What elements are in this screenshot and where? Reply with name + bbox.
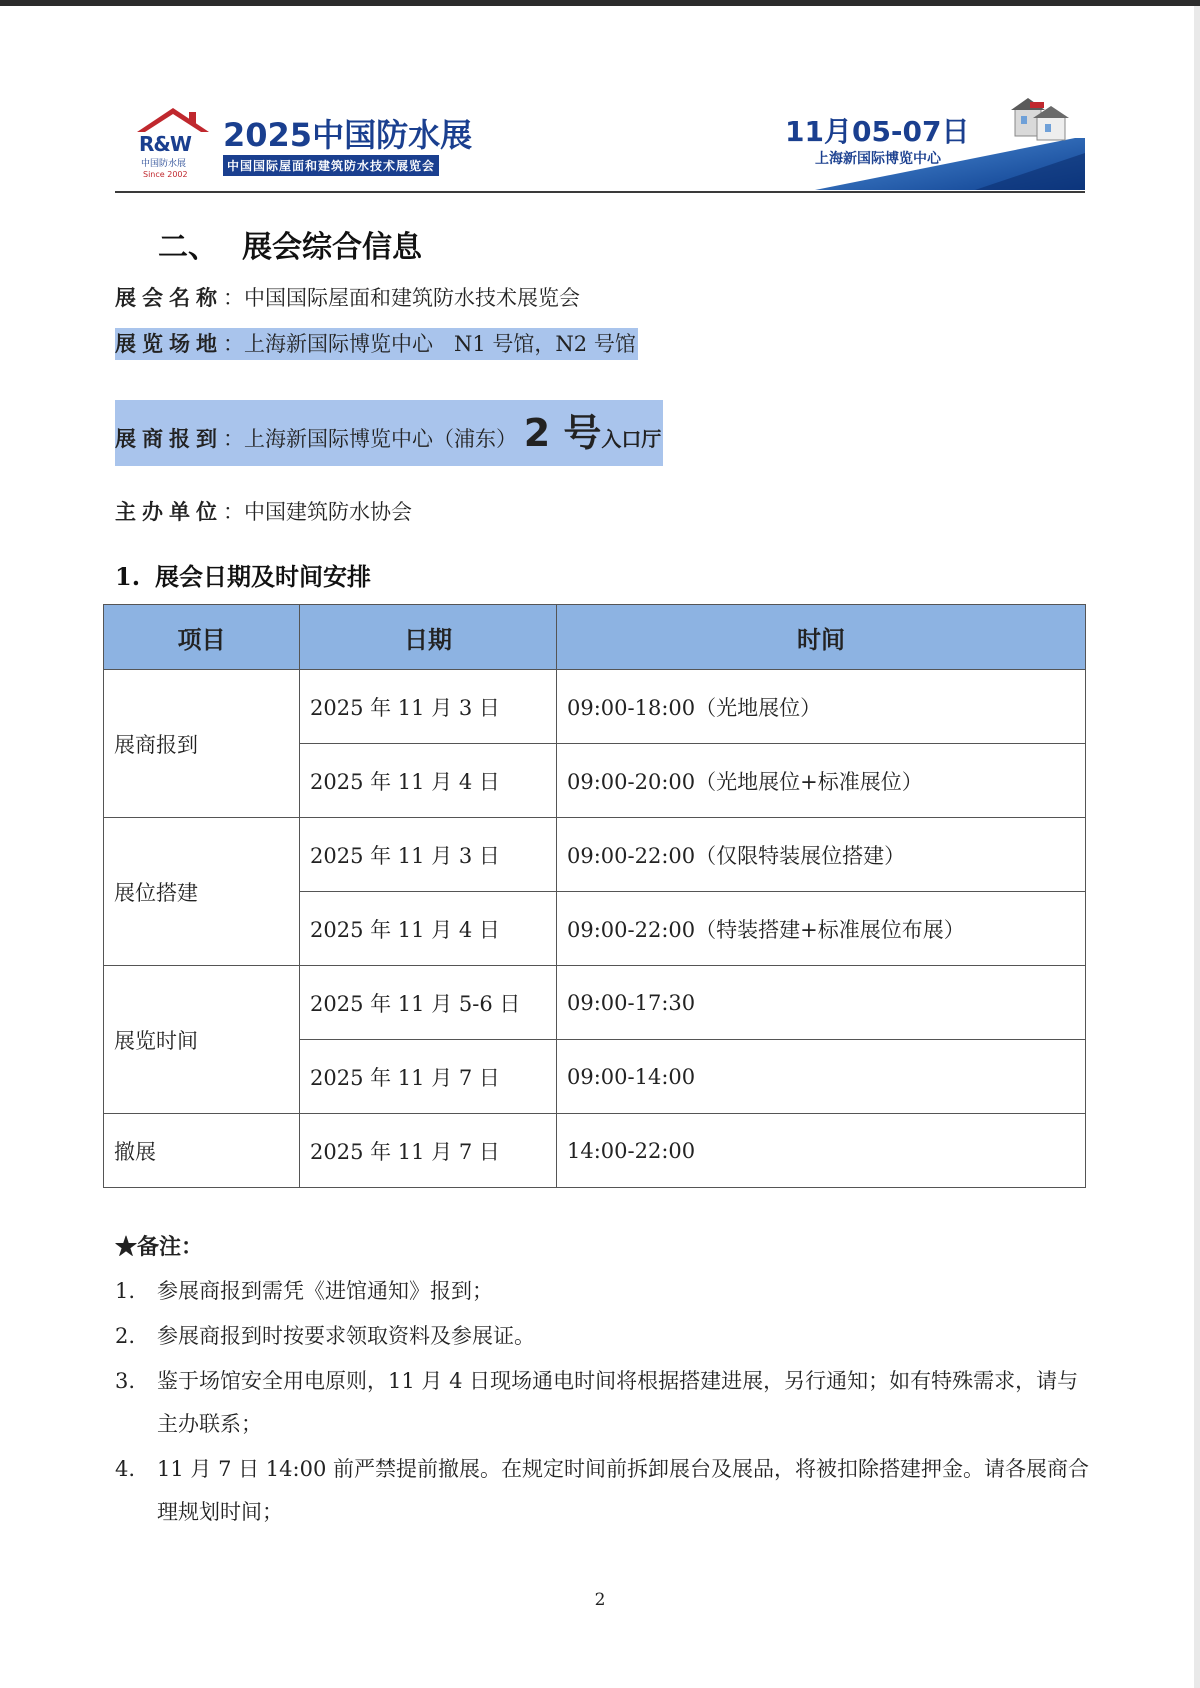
schedule-table bbox=[103, 604, 1086, 1188]
date-cell: 2025 年 11 月 7 日 bbox=[300, 1114, 557, 1188]
window-top-bar bbox=[0, 0, 1200, 6]
info-label: 展会名称 bbox=[115, 285, 223, 310]
column-header-time: 时间 bbox=[557, 605, 1086, 670]
info-venue: 展览场地：上海新国际博览中心 N1 号馆，N2 号馆 bbox=[115, 328, 638, 360]
item-cell: 撤展 bbox=[104, 1114, 300, 1188]
note-item bbox=[115, 1315, 1090, 1358]
logo-since: Since 2002 bbox=[143, 170, 188, 179]
page-number: 2 bbox=[594, 1590, 606, 1610]
time-cell: 09:00-22:00（特装搭建+标准展位布展） bbox=[557, 892, 1086, 966]
info-label: 主办单位 bbox=[115, 499, 223, 524]
schedule-title: 展会日期及时间安排 bbox=[155, 562, 371, 591]
column-header-date: 日期 bbox=[300, 605, 557, 670]
date-cell: 2025 年 11 月 3 日 bbox=[300, 670, 557, 744]
scroll-edge bbox=[1194, 6, 1200, 1688]
note-text: 11 月 7 日 14:00 前严禁提前撤展。在规定时间前拆卸展台及展品，将被扣除搭建押金。请各展商合理规划时间； bbox=[157, 1457, 1089, 1524]
info-value: 上海新国际博览中心 N1 号馆，N2 号馆 bbox=[244, 332, 636, 356]
time-cell: 09:00-14:00 bbox=[557, 1040, 1086, 1114]
note-number: 2. bbox=[115, 1324, 136, 1348]
table-row bbox=[104, 818, 1086, 892]
section-heading bbox=[158, 222, 422, 266]
time-cell: 14:00-22:00 bbox=[557, 1114, 1086, 1188]
info-label: 展商报到 bbox=[115, 426, 223, 451]
note-item bbox=[115, 1270, 1090, 1313]
time-cell: 09:00-18:00（光地展位） bbox=[557, 670, 1086, 744]
schedule-number: 1. bbox=[115, 562, 141, 591]
expo-venue: 上海新国际博览中心 bbox=[815, 151, 941, 167]
info-expo-name: 展会名称：中国国际屋面和建筑防水技术展览会 bbox=[115, 285, 580, 310]
notes-title: ★备注： bbox=[115, 1234, 204, 1260]
item-cell: 展商报到 bbox=[104, 670, 300, 818]
table-row bbox=[104, 1114, 1086, 1188]
note-text: 参展商报到需凭《进馆通知》报到； bbox=[157, 1279, 493, 1303]
info-value: 中国建筑防水协会 bbox=[244, 500, 412, 524]
column-header-item: 项目 bbox=[104, 605, 300, 670]
item-cell: 展览时间 bbox=[104, 966, 300, 1114]
table-row bbox=[104, 670, 1086, 744]
entrance-label: 入口厅 bbox=[601, 427, 662, 451]
time-cell: 09:00-20:00（光地展位+标准展位） bbox=[557, 744, 1086, 818]
header-divider bbox=[115, 191, 1085, 193]
info-value: 上海新国际博览中心（浦东） bbox=[244, 427, 517, 451]
item-cell: 展位搭建 bbox=[104, 818, 300, 966]
time-cell: 09:00-22:00（仅限特装展位搭建） bbox=[557, 818, 1086, 892]
rw-logo bbox=[133, 104, 213, 186]
page-header bbox=[115, 98, 1085, 192]
info-checkin: 展商报到：上海新国际博览中心（浦东） 2 号入口厅 bbox=[115, 400, 663, 466]
date-cell: 2025 年 11 月 5-6 日 bbox=[300, 966, 557, 1040]
note-item bbox=[115, 1360, 1090, 1446]
date-cell: 2025 年 11 月 4 日 bbox=[300, 892, 557, 966]
section-title: 展会综合信息 bbox=[242, 230, 422, 265]
table-header-row bbox=[104, 605, 1086, 670]
expo-subtitle: 中国国际屋面和建筑防水技术展览会 bbox=[223, 155, 439, 176]
table-row bbox=[104, 966, 1086, 1040]
note-text: 鉴于场馆安全用电原则，11 月 4 日现场通电时间将根据搭建进展，另行通知；如有特殊需求，请与主办联系； bbox=[157, 1369, 1079, 1436]
logo-text: R&W bbox=[139, 132, 191, 156]
info-organizer: 主办单位：中国建筑防水协会 bbox=[115, 499, 412, 524]
expo-title: 2025中国防水展 bbox=[223, 116, 473, 154]
note-item bbox=[115, 1448, 1090, 1534]
section-number: 二、 bbox=[158, 230, 218, 265]
note-number: 3. bbox=[115, 1369, 136, 1393]
schedule-heading bbox=[115, 557, 371, 592]
note-text: 参展商报到时按要求领取资料及参展证。 bbox=[157, 1324, 535, 1348]
info-label: 展览场地 bbox=[115, 331, 223, 356]
entrance-number: 2 号 bbox=[523, 411, 602, 455]
note-number: 4. bbox=[115, 1457, 136, 1481]
date-cell: 2025 年 11 月 3 日 bbox=[300, 818, 557, 892]
date-cell: 2025 年 11 月 7 日 bbox=[300, 1040, 557, 1114]
info-value: 中国国际屋面和建筑防水技术展览会 bbox=[244, 286, 580, 310]
date-cell: 2025 年 11 月 4 日 bbox=[300, 744, 557, 818]
logo-chinese-name: 中国防水展 bbox=[141, 159, 187, 169]
note-number: 1. bbox=[115, 1279, 136, 1303]
time-cell: 09:00-17:30 bbox=[557, 966, 1086, 1040]
expo-date: 11月05-07日 bbox=[785, 115, 970, 148]
